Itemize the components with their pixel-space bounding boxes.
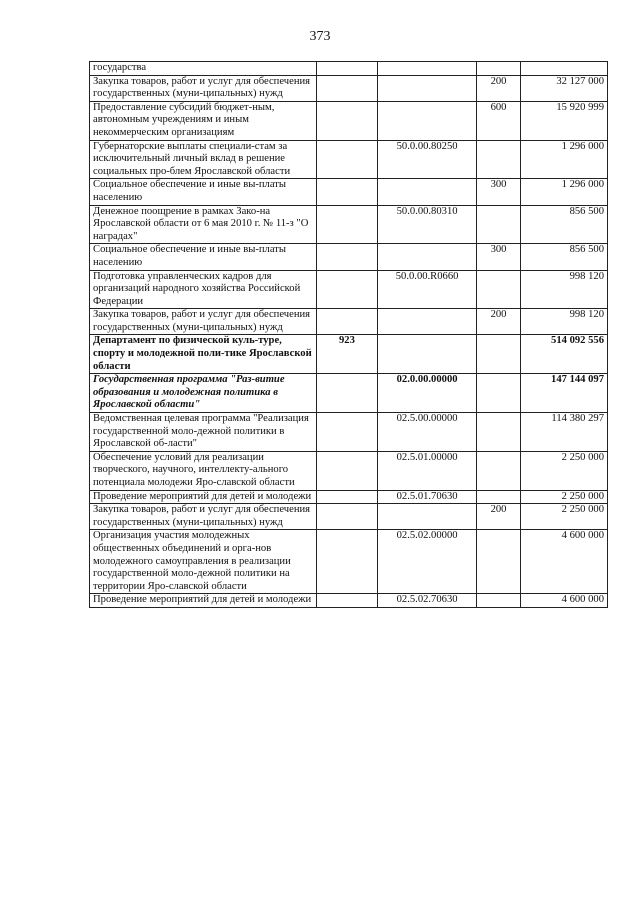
amount-cell: 2 250 000	[520, 504, 607, 530]
expense-name-cell: Проведение мероприятий для детей и молодежи	[90, 594, 317, 608]
table-row	[90, 309, 608, 335]
amount-cell: 2 250 000	[520, 490, 607, 504]
department-code-cell	[317, 309, 378, 335]
target-article-cell	[377, 309, 477, 335]
expense-type-cell	[477, 451, 520, 490]
expense-name-cell: Социальное обеспечение и иные вы-платы населению	[90, 179, 317, 205]
expense-name-cell: Предоставление субсидий бюджет-ным, автономным учреждениям и иным некоммерческим организациям	[90, 101, 317, 140]
amount-cell: 998 120	[520, 270, 607, 309]
amount-cell: 1 296 000	[520, 179, 607, 205]
amount-cell: 856 500	[520, 205, 607, 244]
table-row	[90, 504, 608, 530]
expense-type-cell: 200	[477, 309, 520, 335]
target-article-cell	[377, 504, 477, 530]
table-row	[90, 594, 608, 608]
table-row	[90, 179, 608, 205]
expense-type-cell	[477, 335, 520, 374]
expense-type-cell	[477, 490, 520, 504]
expense-name-cell: Денежное поощрение в рамках Зако-на Ярославской области от 6 мая 2010 г. № 11-з "О наградах"	[90, 205, 317, 244]
expense-name-cell: Губернаторские выплаты специали-стам за исключительный личный вклад в решение социальных про-блем Ярославской области	[90, 140, 317, 179]
department-code-cell	[317, 374, 378, 413]
amount-cell: 856 500	[520, 244, 607, 270]
amount-cell: 514 092 556	[520, 335, 607, 374]
table-row	[90, 451, 608, 490]
table-row	[90, 374, 608, 413]
target-article-cell: 50.0.00.R0660	[377, 270, 477, 309]
expense-name-cell: Закупка товаров, работ и услуг для обеспечения государственных (муни-ципальных) нужд	[90, 504, 317, 530]
amount-cell: 147 144 097	[520, 374, 607, 413]
amount-cell: 2 250 000	[520, 451, 607, 490]
expense-name-cell: Подготовка управленческих кадров для организаций народного хозяйства Российской Федерации	[90, 270, 317, 309]
department-code-cell	[317, 140, 378, 179]
department-code-cell	[317, 179, 378, 205]
department-code-cell	[317, 490, 378, 504]
table-row	[90, 62, 608, 76]
target-article-cell	[377, 244, 477, 270]
amount-cell: 15 920 999	[520, 101, 607, 140]
target-article-cell	[377, 179, 477, 205]
expense-name-cell: Ведомственная целевая программа "Реализация государственной моло-дежной политики в Ярославской об-ласти"	[90, 413, 317, 452]
department-code-cell	[317, 530, 378, 594]
expense-name-cell: Закупка товаров, работ и услуг для обеспечения государственных (муни-ципальных) нужд	[90, 75, 317, 101]
expense-type-cell	[477, 530, 520, 594]
target-article-cell	[377, 75, 477, 101]
target-article-cell	[377, 101, 477, 140]
amount-cell: 4 600 000	[520, 594, 607, 608]
expense-name-cell: Организация участия молодежных общественных объединений и орга-нов молодежного самоуправления в реализации государственной моло-дежной политики на территории Яро-славской области	[90, 530, 317, 594]
target-article-cell: 02.5.02.00000	[377, 530, 477, 594]
expense-name-cell: Социальное обеспечение и иные вы-платы населению	[90, 244, 317, 270]
expense-type-cell: 200	[477, 504, 520, 530]
expense-name-cell: Департамент по физической куль-туре, спорту и молодежной поли-тике Ярославской области	[90, 335, 317, 374]
expense-type-cell	[477, 413, 520, 452]
target-article-cell	[377, 62, 477, 76]
expense-type-cell	[477, 205, 520, 244]
target-article-cell: 02.5.02.70630	[377, 594, 477, 608]
expense-type-cell: 200	[477, 75, 520, 101]
target-article-cell	[377, 335, 477, 374]
table-row	[90, 244, 608, 270]
table-row	[90, 101, 608, 140]
expense-type-cell: 600	[477, 101, 520, 140]
expense-name-cell: Закупка товаров, работ и услуг для обеспечения государственных (муни-ципальных) нужд	[90, 309, 317, 335]
amount-cell: 4 600 000	[520, 530, 607, 594]
expense-name-cell: Обеспечение условий для реализации творческого, научного, интеллекту-ального потенциала молодежи Яро-славской области	[90, 451, 317, 490]
department-code-cell	[317, 270, 378, 309]
expense-type-cell	[477, 374, 520, 413]
budget-table-body	[90, 62, 608, 608]
table-row	[90, 335, 608, 374]
amount-cell: 1 296 000	[520, 140, 607, 179]
department-code-cell	[317, 594, 378, 608]
department-code-cell: 923	[317, 335, 378, 374]
department-code-cell	[317, 413, 378, 452]
table-row	[90, 490, 608, 504]
amount-cell: 114 380 297	[520, 413, 607, 452]
target-article-cell: 50.0.00.80310	[377, 205, 477, 244]
expense-name-cell: Государственная программа "Раз-витие образования и молодежная политика в Ярославской области"	[90, 374, 317, 413]
page-number: 373	[309, 29, 331, 44]
amount-cell: 998 120	[520, 309, 607, 335]
department-code-cell	[317, 205, 378, 244]
expense-type-cell: 300	[477, 179, 520, 205]
department-code-cell	[317, 75, 378, 101]
expense-type-cell	[477, 140, 520, 179]
table-row	[90, 270, 608, 309]
department-code-cell	[317, 244, 378, 270]
target-article-cell: 02.5.01.00000	[377, 451, 477, 490]
table-row	[90, 530, 608, 594]
table-row	[90, 413, 608, 452]
amount-cell: 32 127 000	[520, 75, 607, 101]
target-article-cell: 50.0.00.80250	[377, 140, 477, 179]
budget-table	[89, 61, 608, 608]
table-row	[90, 205, 608, 244]
expense-name-cell: государства	[90, 62, 317, 76]
expense-name-cell: Проведение мероприятий для детей и молодежи	[90, 490, 317, 504]
expense-type-cell	[477, 270, 520, 309]
department-code-cell	[317, 101, 378, 140]
target-article-cell: 02.5.01.70630	[377, 490, 477, 504]
target-article-cell: 02.0.00.00000	[377, 374, 477, 413]
expense-type-cell	[477, 62, 520, 76]
amount-cell	[520, 62, 607, 76]
target-article-cell: 02.5.00.00000	[377, 413, 477, 452]
table-row	[90, 75, 608, 101]
department-code-cell	[317, 62, 378, 76]
department-code-cell	[317, 451, 378, 490]
expense-type-cell: 300	[477, 244, 520, 270]
department-code-cell	[317, 504, 378, 530]
expense-type-cell	[477, 594, 520, 608]
table-row	[90, 140, 608, 179]
